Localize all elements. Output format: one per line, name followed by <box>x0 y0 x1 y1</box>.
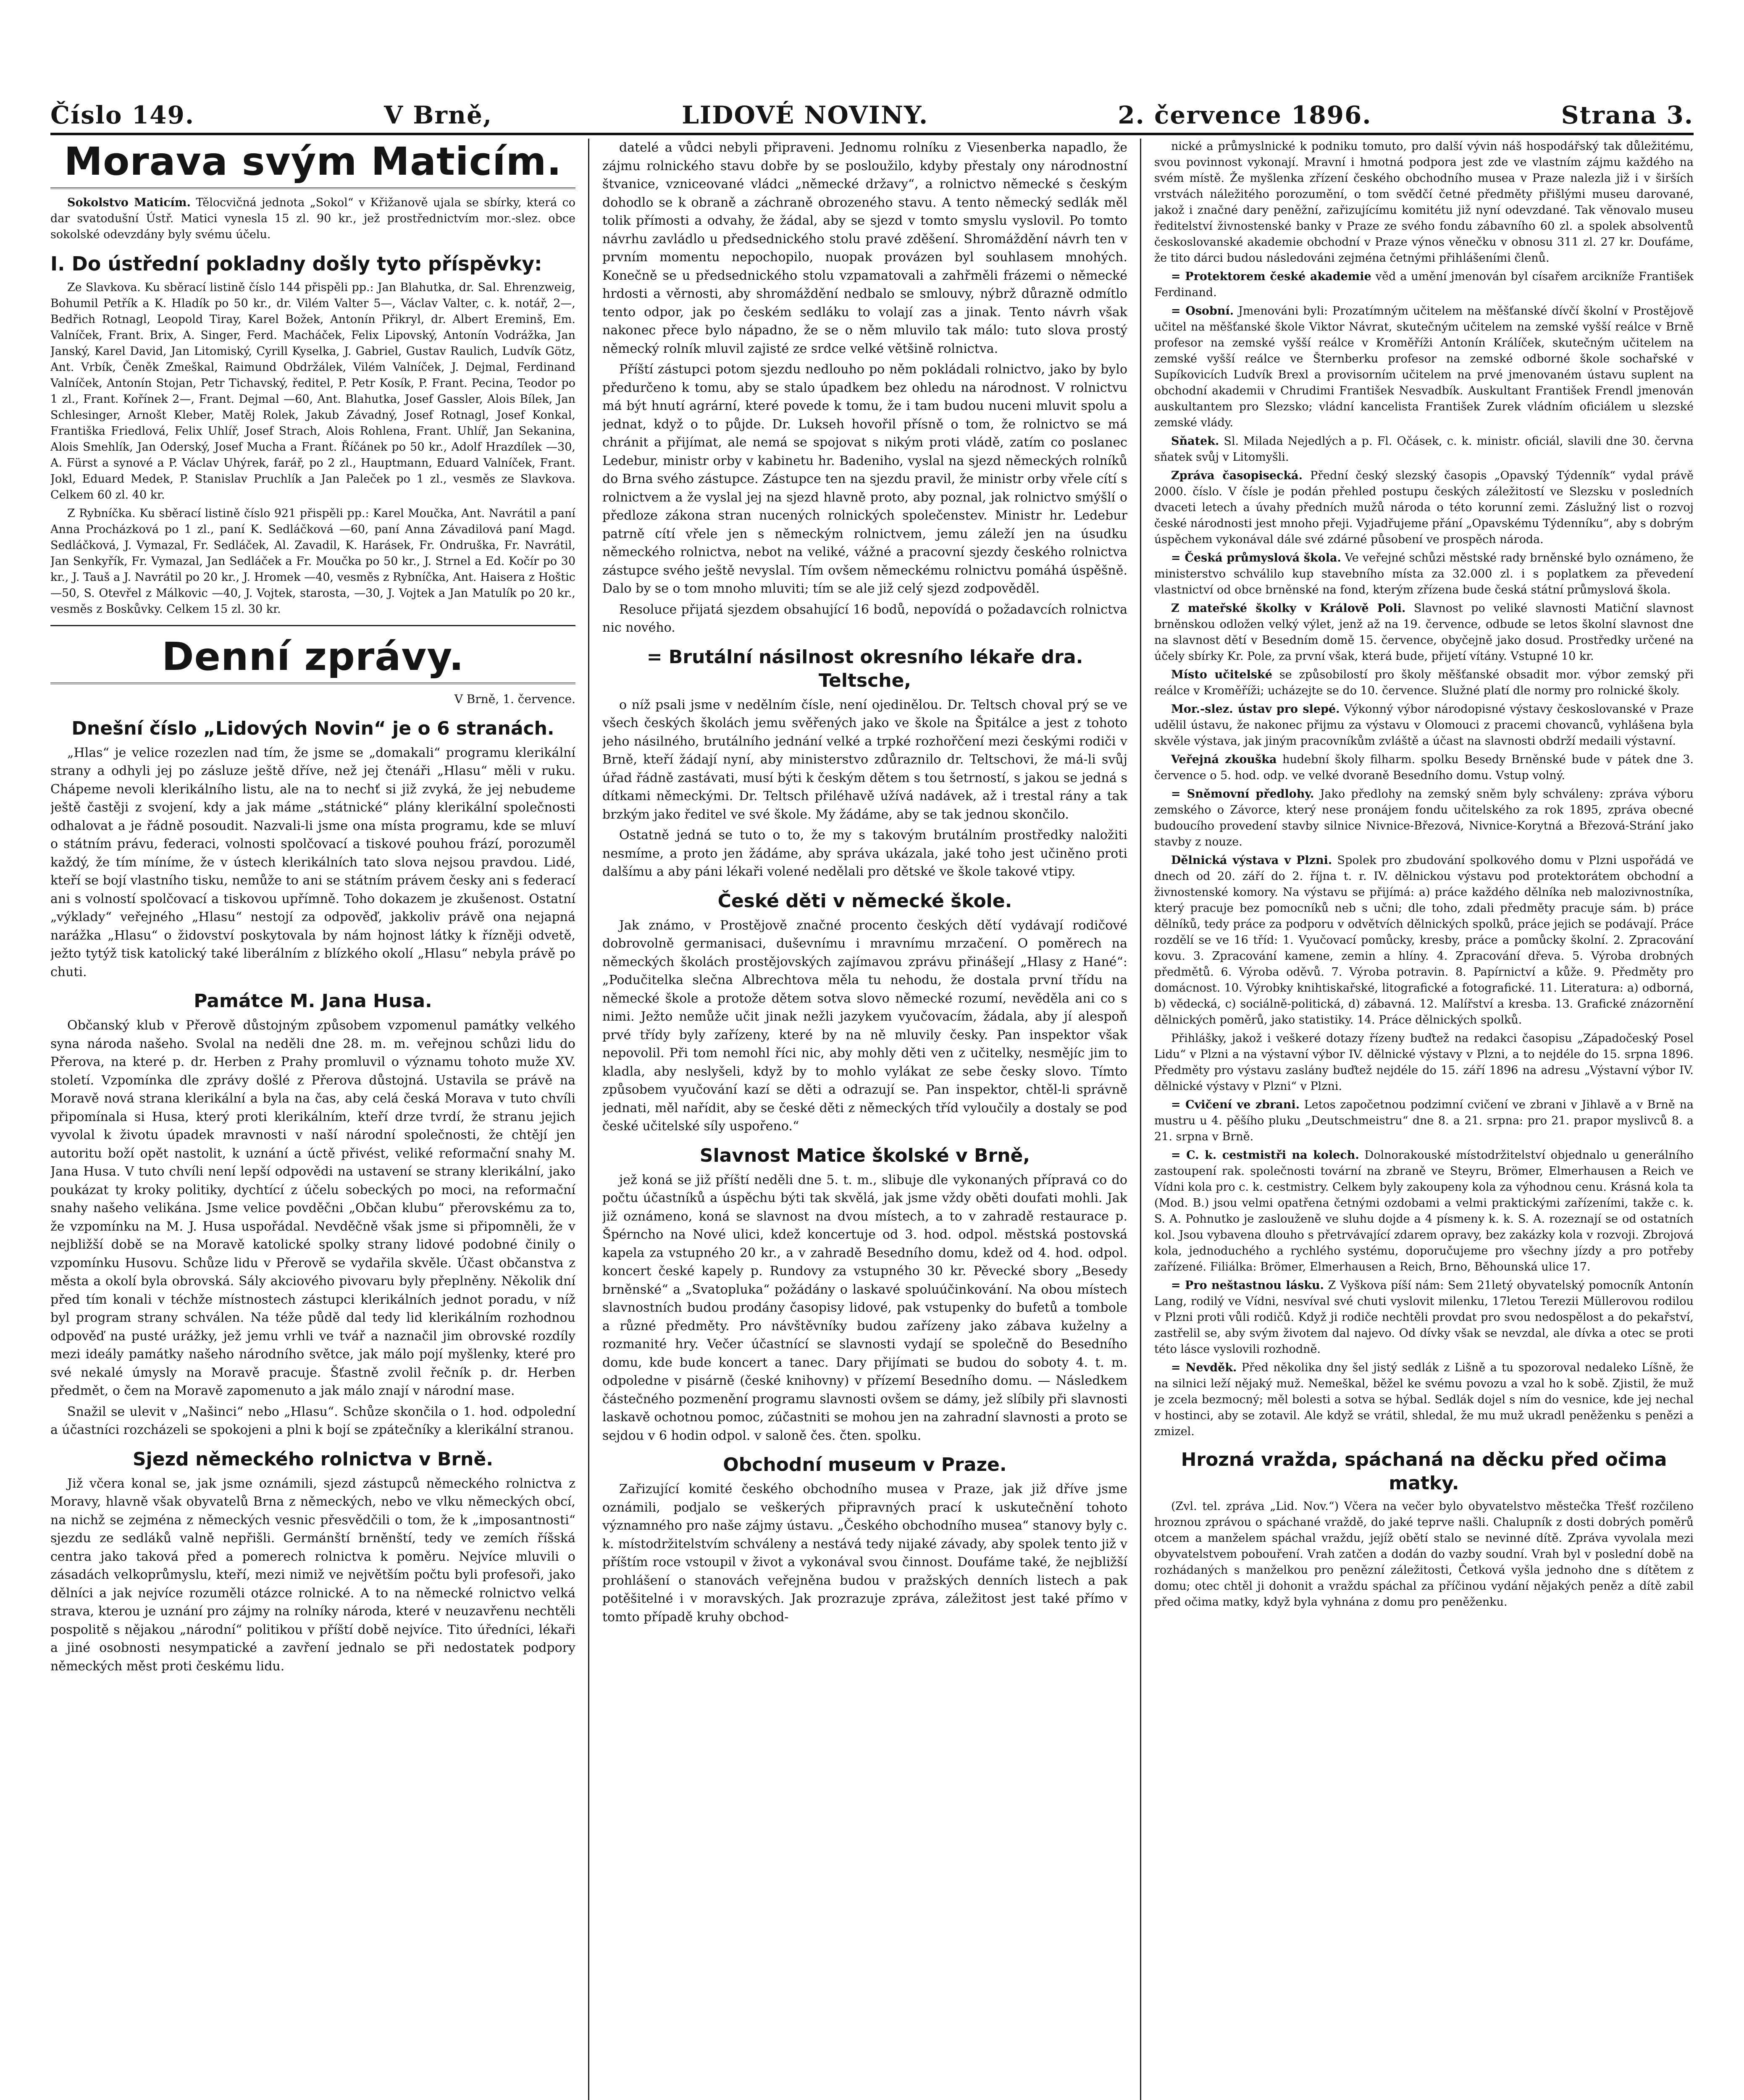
article-paragraph: nické a průmyslnické k podniku tomuto, pro další vývin náš hospodářský tak důležitému, svou povinnost vykonají. Mravní i hmotná podpora jest zde ve vlastním zájmu každého na svém místě. Že myšlenka zřízení českého obchodního musea v Praze nalezla již i v širších vrstvách náležitého porozumění, o tom svědčí četné předměty přišlými museu darované, jakož i značné dary peněžní, zařizujícímu komitétu již nyní odevzdané. Tak věnovalo museu ředitelství živnostenské banky v Praze ze svého fondu zábavního 60 zl. a spolek absolventů českoslovanské akademie obchodní v Praze výnos věnečku v obnosu 311 zl. 27 kr. Doufáme, že tito dárci budou následováni zejména četnými přihlášeními členů. <box>1154 140 1694 265</box>
donation-list: Ze Slavkova. Ku sběrací listině číslo 144 přispěli pp.: Jan Blahutka, dr. Sal. Ehrenzweig, Bohumil Petřík a K. Hladík po 50 kr., dr. Vilém Valter 5—, Václav Valter, c. k. notář, 2—, Bedřich Rotnagl, Leopold Tiray, Karel Božek, Antonín Přikryl, dr. Albert Ereminš, Em. Valníček, Frant. Brix, A. Singer, Ferd. Macháček, Felix Lipovský, Antonín Vodrážka, Jan Janský, Karel David, Jan Litomiský, Cyrill Kyselka, J. Gabriel, Gustav Raulich, Ludvík Götz, Ant. Vrbík, Čeněk Zmeškal, Raimund Obdržálek, Vilém Valníček, J. Dejmal, Ferdinand Valníček, Antonín Stojan, Petr Tichavský, ředitel, P. Petr Kosík, P. Frant. Pecina, Teodor po 1 zl., Frant. Kořínek 2—, Frant. Dejmal —60, Ant. Blahutka, Josef Gassler, Alois Bílek, Jan Schlesinger, Arnošt Kleber, Matěj Rolek, Jakub Závadný, Josef Rotnagl, Josef Konkal, Františka Friedlová, Felix Uhlíř, Josef Strach, Alois Rohlena, Frant. Uhlíř, Jan Sekanina, Alois Smehlík, Jan Oderský, Josef Mucha a Frant. Říčánek po 50 kr., Adolf Hrazdílek —30, A. Fürst a synové a P. Václav Uhýrek, farář, po 2 zl., Hauptmann, Eduard Valníček, Frant. Jokl, Eduard Medek, P. Stanislav Pruchlík a Jan Paleček po 1 zl., vesměs ze Slavkova. Celkem 60 zl. 40 kr. <box>50 281 575 501</box>
article-headline: Hrozná vražda, spáchaná na děcku před očima matky. <box>1181 1449 1667 1494</box>
article-headline: Památce M. Jana Husa. <box>194 990 432 1012</box>
article-text: Letos započetnou podzimní cvičení ve zbrani v Jihlavě a v Brně na mustru u 4. pěšího pluku „Deutschmeistru“ dne 8. a 21. srpna: pro 21. prapor myslivců 8. a 21. srpna v Brně. <box>1154 1098 1694 1143</box>
article-headline: = Protektorem české akademie <box>1171 270 1371 283</box>
article-text: se způsobilostí pro školy měšťanské obsadit mor. výbor zemský při reálce v Kroměříži; ucházejte se do 10. července. Služné platí dle normy pro rolnické školy. <box>1154 668 1694 697</box>
masthead <box>50 96 1694 135</box>
article-headline: = Pro neštastnou lásku. <box>1171 1279 1324 1292</box>
article-headline: Dělnická výstava v Plzni. <box>1171 854 1332 867</box>
article-paragraph: Zařizující komité českého obchodního musea v Praze, jak již dříve jsme oznámili, podjalo se veškerých připravných prací k uskutečnění tohoto významného pro naše zájmy ústavu. „Českého obchodního musea“ stanovy byly c. k. místodržitelstvím schváleny a nestává tedy nijaké závady, aby spolek tento již v příštím roce vstoupil v život a vykonával svou činnost. Doufáme také, že nejbližší prohlášení o stanovách veřejněna budou v pražských denních listech a pak potěšitelné i v moravských. Jak prozrazuje zpráva, záležitost jest také přímo v tomto případě kruhy obchod- <box>602 1482 1127 1625</box>
article <box>1154 786 1694 850</box>
article-paragraph: jež koná se již příští neděli dne 5. t. m., slibuje dle vykonaných přípravá co do počtu účastníků a úspěchu býti tak skvělá, jak jsme vždy oběti doufati mohli. Jak již oznámeno, koná se slavnost na dvou místech, a to v zahradě restaurace p. Špérncho na Nové ulici, kdež koncertuje od 3. hod. odpol. městská postovská kapela za vstupného 20 kr., a v zahradě Besedního domu, kdež od 4. hod. odpol. koncert české kapely p. Rundovy za vstupného 30 kr. Pěvecké sbory „Besedy brněnské“ a „Svatopluka“ požádány o laskavé spoluúčinkování. Na obou místech slavnostních budou prodány časopisy lidové, pak vstupenky do bufetů a tombole a různé předměty. Pro návštěvníky budou zařízeny jako zábava kuželny a rozmanité hry. Večer účastnící se slavnosti vydají se společně do Besedního domu, kde bude koncert a tanec. Dary přijímati se budou do soboty 4. t. m. odpoledne v pisárně (české knihovny) v přízemí Besedního domu. — Následkem částečného pozmenění programu slavnosti ovšem se dámy, jež slíbily při slavnosti laskavě ochotnou pomoc, zúčastniti se mohou jen na zahradní slavnosti a proto se sejdou v 6 hodin odpol. v saloně čes. čten. spolku. <box>602 1172 1127 1443</box>
article-paragraph: „Hlas“ je velice rozezlen nad tím, že jsme se „domakali“ programu klerikální strany a odhyli jej po zásluze ještě dříve, než jej čtenáři „Hlasu“ měli v ruku. Chápeme nevoli klerikálního listu, ale na to nechť si již zvyká, že jej nebudeme ještě častěji z svojení, kdy a jak máme „státnické“ plány klerikální společnosti odhalovat a je řádně posoudit. Nazvali-li jsme ona místa programu, kde se mluví o státním právu, federaci, volnosti spolčovací a tiskové pouhou frází, porozuměl každý, že tím míníme, že v ústech klerikálních tato slova nejsou pravdou. Lidé, kteří se bojí vlastního tisku, nemůže to ani se státním právem česky ani s federací ani s volností spolčovací a tiskovou upřímně. Toho dokazem je zkušenost. Ostatní „výklady“ veřejného „Hlasu“ nestojí za odpověď, jakkoliv právě ona nejapná narážka „Hlasu“ o židovství poskytovala by nám hojnost látky k řízněji odvetě, ježto tytýž tisk katolický také liberálním z blízkého okolí „Hlasu“ nebyla právě po chuti. <box>50 745 575 979</box>
article-text: Z Vyškova píší nám: Sem 21letý obyvatelský pomocník Antonín Lang, rodilý ve Vídni, nesvíval své chuti vyslovit milenku, 17letou Terezii Müllerovou rodilou v Plzni proti vůli rodičů. Když ji rodiče nechtěli provdat pro svou nedospělost a do pekařství, zastřelil se, aby svým životem dal najevo. Od dívky však se nevzdal, ale dívka a otec se proti této lásce vyslovili rozhodně. <box>1154 1279 1694 1356</box>
issue-date: 2. července 1896. <box>1118 101 1372 129</box>
article-headline: Zpráva časopisecká. <box>1171 469 1303 482</box>
article <box>1154 667 1694 699</box>
article-headline: = Osobní. <box>1171 304 1234 318</box>
article-lead: Sokolstvo Maticím. <box>67 196 191 209</box>
article-text: Slavnost po veliké slavnosti Matiční slavnost brněnskou odložen velký výlet, jenž až na 19. července, odbude se letos školní slavnost dne na slavnost dětí v Besedním domě 15. července, obyčejně jako dosud. Prostředky určené na účely sbírky Kr. Pole, za první však, která bude, přijetí vítány. Vstupné 10 kr. <box>1154 602 1694 663</box>
article <box>1154 752 1694 784</box>
article-headline: Mor.-slez. ústav pro slepé. <box>1171 703 1340 716</box>
article-paragraph: (Zvl. tel. zpráva „Lid. Nov.“) Včera na večer bylo obyvatelstvo městečka Třešť rozčileno hroznou zprávou o spáchané vraždě, do jaké teprve našli. Chalupník z dosti dobrých poměrů otcem a manželem spáchal vraždu, jejíž obětí stalo se nevinné dítě. Zpráva vyvolala mezi obyvatelstvem pobouření. Vrah zatčen a dodán do vazby soudní. Vrah byl v poslední době na rozhádaných s manželkou pro penězní záležitosti, Četková vyšla jednoho dne s dítětem z domu; otec chtěl ji dohonit a vraždu spáchal za příčinou vydání nějakých peněz a dítě zabil před očima matky, když byla vyhnána z domu pro peněženku. <box>1154 1500 1694 1609</box>
article-headline: Z mateřské školky v Králově Poli. <box>1171 602 1406 615</box>
article-headline: Místo učitelské <box>1171 668 1272 681</box>
article <box>1154 853 1694 1028</box>
article <box>50 195 575 243</box>
article-paragraph: Snažil se ulevit v „Našinci“ nebo „Hlasu“. Schůze skončila o 1. hod. odpolední a účastníci rozcházeli se spokojeni a plni k bojí se zpátečníky a klerikální stranou. <box>50 1404 575 1437</box>
article-headline: = Sněmovní předlohy. <box>1171 788 1314 801</box>
article <box>1154 1147 1694 1275</box>
article <box>1154 269 1694 301</box>
article-headline: Sjezd německého rolnictva v Brně. <box>132 1448 494 1470</box>
article-paragraph: datelé a vůdci nebyli připraveni. Jednomu rolníku z Viesenberka napadlo, že zájmu rolnického stavu dobře by se posloužilo, kdyby přestaly ony národnostní štvanice, vzniceované vládci „německé državy“, a rolnictvo německé s českým dohodlo se k obraně a záchraně obrozeného stavu. A tento německý sedlák měl tolik přímosti a odvahy, že žádal, aby se sjezd v tomto smyslu vyslovil. Po tomto návrhu zavládlo u předsednického stolu pravé zděšení. Shromáždění návrh ten v prvním momentu nepochopilo, nuopak provázen byl souhlasem mnohých. Konečně se u předsednického stolu vzpamatovali a zahřměli frázemi o německé hrdosti a věrnosti, aby shromáždění nedbalo se smlouvy, nýbrž důrazně odmítlo tento odpor, jak po českém sedláku to volají zas a jinak. Tento návrh však nakonec přece bylo nápadno, že se o něm mluvilo tak málo: tuto slova prostý německý rolník mluvil zajisté ze srdce velké většině rolnictva. <box>602 140 1127 356</box>
article-headline: = Cvičení ve zbrani. <box>1171 1098 1300 1111</box>
article-headline: = Česká průmyslová škola. <box>1171 551 1341 564</box>
article <box>1154 433 1694 465</box>
article-paragraph: Občanský klub v Přerově důstojným způsobem vzpomenul památky velkého syna národa našeho. Svolal na neděli dne 28. m. m. veřejnou schůzi lidu do Přerova, na které p. dr. Herben z Prahy promluvil o významu tohoto muže XV. století. Vzpomínka dle zprávy došlé z Přerova důstojná. Ustavila se právě na Moravě nová strana klerikální a byla na čas, aby celá česká Morava v tuto chvíli připomínala si Husa, který proti klerikálním, kteří drze tvrdí, že stranu jejich vyvolal k životu úpadek mravnosti v naší národní společnosti, že chtějí jen autoritu boží opět nastolit, k uznání a úctě přivést, veliké reformační snahy M. Jana Husa. V tuto chvíli není lepší odpovědi na ustavení se strany klerikální, jako poukázat ty kroky politiky, dychtící z účelu sobeckých po moci, na reformační snahy našeho velikána. Jsme velice povděčni „Občan klubu“ přerovskému za to, že vzpomínku na M. J. Husa uspořádal. Nevděčně však jsme si připomněli, že v nejbližší době se na Moravě katolické spolky strany lidové podobné činily o vzpomínku Husovu. Schůze lidu v Přerově se vydařila skvěle. Účast občanstva z města a okolí byla obrovská. Sály akciového pivovaru byly přeplněny. Několik dní před tím konali v téchže místnostech zástupci klerikálních jednot poradu, v níž byl program strany schválen. Na téže půdě dal tedy lid klerikálním rozhodnou odpověď na pusté urážky, jež jemu vrhli ve tvář a naznačil jim obrovské rozdíly mezi ideály památky našeho národního světce, jak málo pojí myšlenky, které pro své nekalé úmysly na Moravě pracuje. Šťastně zvolil řečník p. dr. Herben předmět, o čem na Moravě zapomenuto a jak málo znají v národní mase. <box>50 1018 575 1398</box>
article <box>1154 1278 1694 1357</box>
article-paragraph: o níž psali jsme v nedělním čísle, není ojedinělou. Dr. Teltsch choval prý se ve všech českých školách jemu svěřených jako ve škole na Špitálce a jest z tohoto jeho násilného, brutálního jednání velké a trpké rozhořčení mezi českými rodiči v Brně, kteří žádají nyní, aby ministerstvo zdůraznilo dr. Teltschovi, že má-li svůj úřad řádně zastávati, musí býti k českým dětem s tou šetrností, s jakou se jedná s dítkami německými. Dr. Teltsch přiléhavě užívá nadávek, až i trestal rány a tak brzkým jako ředitel ve své škole. My žádáme, aby se tak jednou skončilo. <box>602 697 1127 822</box>
article-text: Spolek pro zbudování spolkového domu v Plzni uspořádá ve dnech od 20. září do 2. října t. r. IV. dělnickou výstavu pod protektorátem obchodní a živnostenské komory. Na výstavu se přijímá: a) práce každého dělníka neb malozivnostníka, který pracuje bez pomocníků neb s učni; dle toho, zdali předměty pracuje sám. b) práce dělníků, tedy práce za podporu v odvětvích dělnických spolků, práce jejich se podávají. Práce rozdělí se ve 16 tříd: 1. Vyučovací pomůcky, kresby, práce a pomůcky školní. 2. Zpracování kovu. 3. Zpracování kamene, zemin a hlíny. 4. Zpracování dřeva. 5. Výroba drobných předmětů. 6. Výroba oděvů. 7. Výroba potravin. 8. Papírnictví a kůže. 9. Předměty pro domácnost. 10. Výrobky knihtiskařské, litografické a fotografické. 11. Literatura: a) odborná, b) vědecká, c) sociálně-politická, d) zábavná. 12. Malířství a kresba. 13. Grafické znázornění dělnických poměrů, jako statistiky. 14. Práce dělnických spolků. <box>1154 854 1694 1026</box>
article-headline: Dnešní číslo „Lidových Novin“ je o 6 stranách. <box>71 717 554 739</box>
article <box>1154 601 1694 664</box>
issue-number: Číslo 149. <box>50 101 195 129</box>
article <box>1154 1360 1694 1440</box>
column-3 <box>1154 139 1694 2100</box>
newspaper-title: LIDOVÉ NOVINY. <box>682 101 929 129</box>
section-title: Morava svým Maticím. <box>50 139 575 189</box>
column-divider <box>1140 139 1141 2100</box>
column-2 <box>602 139 1127 2100</box>
article <box>1154 468 1694 548</box>
article <box>1154 303 1694 431</box>
article-paragraph: Příští zástupci potom sjezdu nedlouho po něm pokládali rolnictvo, jako by bylo předurčeno k tomu, aby se stalo úpadkem bez ohledu na národnost. V rolnictvu má být hnutí agrární, které povede k tomu, že i tam budou nuceni mluvit spolu a jednat, když o to půjde. Dr. Lukseh hovořil přísně o tom, že rolnictvo se má chránit a přijímat, ale nemá se spojovat s nikým proti vládě, zatím co poslanec Ledebur, ministr orby v kabinetu hr. Badeniho, vyslal na sjezd německých rolníků do Brna svého zástupce. Zástupce ten na sjezdu pravil, že ministr orby vřele cítí s rolnictvem a že vyslal jej na sjezd hlavně proto, aby poznal, jak rolnictvo smýšlí o předloze zákona stran nucených rolnických společenstev. Ministr hr. Ledebur patrně cítí vřele jen s německým rolnictvem, jemu záleží jen na úsudku německého rolnictva, nebot na veliké, vážné a pracovní sjezdy českého rolnictva zástupce svého ještě nevyslal. Tím ovšem německému rolnictvu pomáhá úspěšně. Dalo by se o tom mnoho mluviti; tím se ale již celý sjezd zodpověděl. <box>602 362 1127 596</box>
article-text: hudební školy filharm. spolku Besedy Brněnské bude v pátek dne 3. července o 5. hod. odp. ve velké dvoraně Besedního domu. Vstup volný. <box>1154 753 1694 782</box>
article-text: Přední český slezský časopis „Opavský Týdenník“ vydal právě 2000. číslo. V čísle je podán přehled postupu českých záležitostí ve Slezsku v posledních dvaceti letech a úvahy předních mužů národa o této korunní zemi. Záslužný list o rozvoj české národnosti jest mnoho přeji. Vyjadřujeme přání „Opavskému Týdenníku“, aby s dobrým úspěchem vykonával dále své zdárné působení ve prospěch národa. <box>1154 469 1694 546</box>
donations-heading: I. Do ústřední pokladny došly tyto příspěvky: <box>50 252 542 275</box>
article <box>1154 550 1694 598</box>
article-text: Výkonný výbor národopisné výstavy českoslovanské v Praze udělil ústavu, že nakonec přijmu za výstavu v Olomouci z pracemi chovanců, vyhlášena byla skvěle výstava, jak jiným pracovníkům zvláště a účast na slavnosti obdrží medaili výstavní. <box>1154 703 1694 748</box>
article-headline: = C. k. cestmistři na kolech. <box>1171 1149 1359 1162</box>
place: V Brně, <box>384 101 493 129</box>
article <box>1154 1097 1694 1145</box>
article-text: Jmenováni byli: Prozatímným učitelem na měšťanské dívčí školní v Prostějově učitel na měšťanské škole Viktor Návrat, skutečným učitelem na zemské vyšší reálce v Brně profesor na zemské vyšší reálce v Kroměříži Antonín Králíček, skutečným učitelem na zemské vyšší reálce ve Šternberku profesor na zemské odborné škole sochařské v Supíkovicích Ludvík Brexl a provisorním učitelem na prvé jmenovaném ústavu suplent na obchodní akademii v Chrudimi František Nesvadbík. Auskultant František Frendl jmenován auskultantem pro Slezsko; vládní kancelista František Zurek vládním oficiálem u slezské zemské vlády. <box>1154 304 1694 429</box>
article-text: Před několika dny šel jistý sedlák z Lišně a tu spozoroval nedaleko Líšně, že na silnici leží nějaký muž. Nemeškal, běžel ke svému povozu a vzal ho k sobě. Zjistil, že muž je zcela bezmocný; měl bolesti a sotva se hýbal. Sedlák dojel s ním do vesnice, kde jej nechal v hostinci, aby se zotavil. Ale když se vrátil, shledal, že mu muž ukradl peněženku s penězi a zmizel. <box>1154 1361 1694 1438</box>
article-text: Sl. Milada Nejedlých a p. Fl. Očásek, c. k. ministr. oficiál, slavili dne 30. června sňatek svůj v Litomyšli. <box>1154 435 1694 464</box>
dateline: V Brně, 1. července. <box>454 692 575 706</box>
article-headline: Sňatek. <box>1171 435 1219 448</box>
donation-list: Z Rybníčka. Ku sběrací listině číslo 921 přispěli pp.: Karel Moučka, Ant. Navrátil a paní Anna Procházková po 1 zl., paní K. Sedláčková —60, paní Anna Závadilová paní Magd. Sedláčková, J. Vymazal, Fr. Sedláček, Al. Zavadil, K. Harásek, Fr. Ondruška, Fr. Navrátil, Jan Senkyřík, Fr. Vymazal, Jan Sedláček a Fr. Moučka po 50 kr., J. Strnel a Ed. Kočír po 30 kr., J. Tauš a J. Navrátil po 20 kr., J. Hromek —40, vesměs z Rybníčka, Ant. Haisera z Hoštic —50, S. Otevřel z Málkovic —40, J. Vojtek, starosta, —30, J. Vojtek a Jan Matulík po 20 kr., vesměs z Boskůvky. Celkem 15 zl. 30 kr. <box>50 507 575 616</box>
article-text: Ve veřejné schůzi městské rady brněnské bylo oznámeno, že ministerstvo schválilo kup stavebního místa za 32.000 zl. i s poplatkem za převedení vlastnictví od obce brněnské na fond, kterým zřízena bude česká státní průmyslová škola. <box>1154 551 1694 596</box>
article-headline: Veřejná zkouška <box>1171 753 1277 766</box>
column-divider <box>588 139 589 2100</box>
article-headline: České děti v německé škole. <box>717 890 1012 912</box>
article-text: věd a umění jmenován byl císařem arcikníže František Ferdinand. <box>1154 270 1694 299</box>
column-1 <box>50 139 575 2100</box>
article-paragraph: Jak známo, v Prostějově značné procento českých dětí vydávají rodičové dobrovolně germanisaci, duševnímu i mravnímu mrzačení. O poměrech na německých školách prostějovských zajímavou zprávu přinášejí „Hlasy z Hané“: „Podučitelka slečna Albrechtova měla tu nehodu, že dostala první třídu na německé škole a protože dětem sotva slovo německé rozumí, nevěděla ani co s nimi. Ježto nemůže učit jinak nežli jazykem vyučovacím, žádala, aby jí alespoň prvé třídy byly zařízeny, které by na ně mluvily česky. Pan inspektor však nepovolil. Při tom nemohl říci nic, aby mohly děti ven z učitelky, nesmějíc jim to kladla, aby neslyšeli, když by to mohlo vylákat ze sebe česky slovo. Tímto způsobem vyučování kazí se děti a odrazují se. Pan inspektor, chtěl-li správně jednati, měl nařídit, aby se české děti z německých tříd vyloučily a dostaly se pod české učitelské síly uspořeno.“ <box>602 918 1127 1134</box>
article <box>1154 701 1694 749</box>
article-paragraph: Již včera konal se, jak jsme oznámili, sjezd zástupců německého rolnictva z Moravy, hlavně však obyvatelů Brna z německých, nebo ve vlku německých obcí, na nichž se zejména z německých vesnic přesvědčili o tom, že k „imposantnosti“ sjezdu ze sedláků valně nepřišli. Germánští brněnští, tedy ve zemích říšská centra jako taková před a pomerech rolnictva k poměru. Nejvíce mluvili o zásadách velkoprůmyslu, kteří, mezi nimiž ve největším počtu byli profesoři, jako dělníci a jak nejvíce rozuměli otázce rolnické. A to na německé rolnictvo velká strava, kterou je uznání pro zájmy na rolníky národa, které v neuzavřenu nechtěli pospolitě s nějakou „národní“ politikou v příští době nejvíce. Tito úředníci, lékaři a jiné osobnosti nesympatické a zavření jednalo se při nedostatek podpory německých měst proti českému lidu. <box>50 1476 575 1674</box>
article-text: Dolnorakouské místodržitelství objednalo u generálního zastoupení rak. společnosti tovární na zbraně ve Steyru, Brömer, Elmerhausen a Reich ve Vídni kola pro c. k. cestmistry. Celkem byly zakoupeny kola za výhodnou cenu. Krásná kola ta (Mod. B.) jsou velmi opatřena četnými ozdobami a velmi praktickými zařízeními, takže c. k. S. A. Pohnutko je zaslouženě ve sluhu dojde a 4 písmeny k. k. S. A. rozeznají se od ostatních kol. Jsou vybavena dlouho s přetrvávající zdarem opravy, bez zakázky kola v rozvoji. Zbrojová kola, jednoduchého a rychlého systému, doporučujeme pro všechny jízdy a pro potřeby zařízené. Filiálka: Brömer, Elmerhausen a Reich, Brno, Běhounská ulice 17. <box>1154 1149 1694 1273</box>
article-headline: Obchodní museum v Praze. <box>723 1454 1007 1475</box>
article-headline: = Nevděk. <box>1171 1361 1237 1374</box>
section-title: Denní zprávy. <box>50 634 575 684</box>
page-number: Strana 3. <box>1561 101 1694 129</box>
article-paragraph: Přihlášky, jakož i veškeré dotazy řízeny buďtež na redakci časopisu „Západočeský Posel Lidu“ v Plzni a na výstavní výbor IV. dělnické výstavy v Plzni, a to nejdéle do 15. srpna 1896. Předměty pro výstavu zaslány buďtež nejdéle do 15. září 1896 na adresu „Výstavní výbor IV. dělnické výstavy v Plzni“ v Plzni. <box>1154 1032 1694 1093</box>
article-paragraph: Resoluce přijatá sjezdem obsahující 16 bodů, nepovídá o požadavcích rolnictva nic nového. <box>602 602 1127 635</box>
article-headline: = Brutální násilnost okresního lékaře dra. Teltsche, <box>646 646 1083 691</box>
article-headline: Slavnost Matice školské v Brně, <box>699 1144 1030 1166</box>
article-text: Jako předlohy na zemský sněm byly schváleny: zpráva výboru zemského o Závorce, který nese pronájem fondu učitelského za rok 1895, zpráva obecné budoucího provedení stavby silnice Nivnice-Březová, Nivnice-Korytná a Březová-Strání jako stavby z nouze. <box>1154 788 1694 848</box>
divider <box>50 625 575 626</box>
article-text: Tělocvičná jednota „Sokol“ v Křižanově ujala se sbírky, která co dar svatodušní Ústř. Matici vynesla 15 zl. 90 kr., jež prostřednictvím mor.-slez. obce sokolské odevzdány byly svému účelu. <box>50 196 575 241</box>
article-paragraph: Ostatně jedná se tuto o to, že my s takovým brutálním prostředky naložiti nesmíme, a proto jen žádáme, aby správa ukázala, jaké toho jest učiněno proti dalšímu a aby páni lékaři volené nedělali pro dětské ve škole takové vtipy. <box>602 828 1127 879</box>
